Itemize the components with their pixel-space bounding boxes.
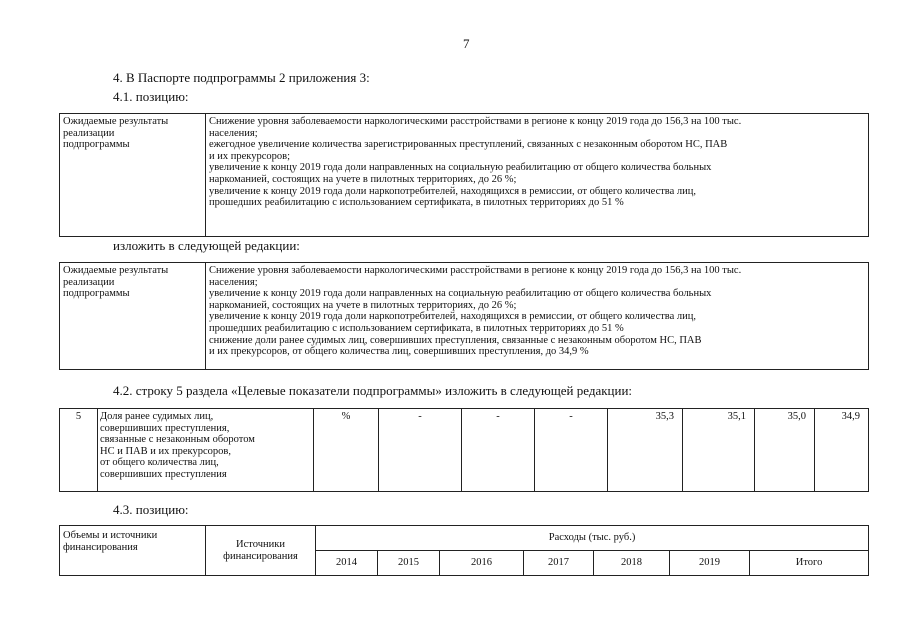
value-2019: 35,0 [755,409,815,492]
value-2014: - [379,409,462,492]
year-header-2014: 2014 [316,551,378,576]
target-indicator-row-table [59,408,869,492]
page-number: 7 [463,36,470,51]
subsection-4-3-heading: 4.3. позицию: [113,502,189,517]
new-edition-label: изложить в следующей редакции: [113,238,300,253]
expected-results-label: Ожидаемые результаты реализации подпрограммы [60,263,206,370]
expected-results-new-table [59,262,869,370]
value-2015: - [462,409,535,492]
expected-results-old-table [59,113,869,237]
subsection-4-1-heading: 4.1. позицию: [113,89,189,104]
section-4-heading: 4. В Паспорте подпрограммы 2 приложения 3: [113,70,370,85]
financing-label: Объемы и источники финансирования [60,526,206,576]
expected-results-text: Снижение уровня заболеваемости наркологическими расстройствами в регионе к концу 2019 года до 156,3 на 100 тыс. населения; увеличение к концу 2019 года доли направленных на социальную реабилитацию от общего количества больных наркоманией, состоящих на учете в пилотных территориях, до 26 %; увеличение к концу 2019 года доли наркопотребителей, находящихся в ремиссии, от общего количества лиц, прошедших реабилитацию с использованием сертификата, в пилотных территориях до 51 % снижение доли ранее судимых лиц, совершивших преступления, связанные с незаконным оборотом НС, ПАВ и их прекурсоров, от общего количества лиц, совершивших преступления, до 34,9 % [206,263,869,370]
value-final: 34,9 [815,409,869,492]
value-2016: - [535,409,608,492]
year-header-2017: 2017 [524,551,594,576]
year-header-2019: 2019 [670,551,750,576]
unit-cell: % [314,409,379,492]
row-number: 5 [60,409,98,492]
total-header: Итого [750,551,869,576]
indicator-name: Доля ранее судимых лиц, совершивших преступления, связанные с незаконным оборотом НС и ПАВ и их прекурсоров, от общего количества лиц, совершивших преступления [98,409,314,492]
year-header-2016: 2016 [440,551,524,576]
value-2018: 35,1 [683,409,755,492]
financing-sources-header: Источники финансирования [206,526,316,576]
financing-table [59,525,869,576]
subsection-4-2-heading: 4.2. строку 5 раздела «Целевые показатели подпрограммы» изложить в следующей редакции: [113,383,633,398]
year-header-2018: 2018 [594,551,670,576]
expected-results-text: Снижение уровня заболеваемости наркологическими расстройствами в регионе к концу 2019 года до 156,3 на 100 тыс. населения; ежегодное увеличение количества зарегистрированных преступлений, связанных с незаконным оборотом НС, ПАВ и их прекурсоров; увеличение к концу 2019 года доли направленных на социальную реабилитацию от общего количества больных наркоманией, состоящих на учете в пилотных территориях, до 26 %; увеличение к концу 2019 года доли наркопотребителей, находящихся в ремиссии, от общего количества лиц, прошедших реабилитацию с использованием сертификата, в пилотных территориях до 51 % [206,114,869,237]
value-2017: 35,3 [608,409,683,492]
expenses-header: Расходы (тыс. руб.) [316,526,869,551]
year-header-2015: 2015 [378,551,440,576]
expected-results-label: Ожидаемые результаты реализации подпрограммы [60,114,206,237]
